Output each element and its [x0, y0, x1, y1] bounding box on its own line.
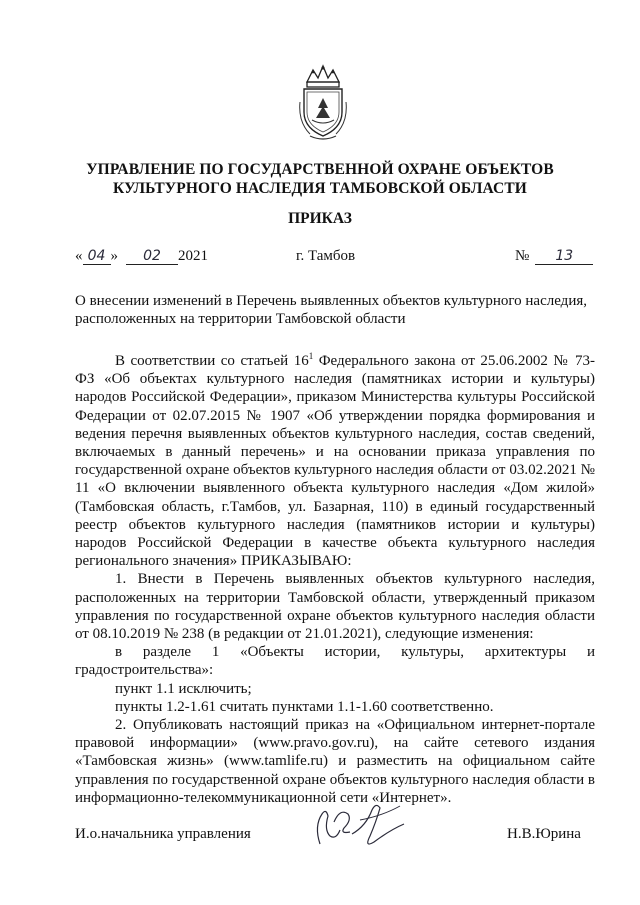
- subject-line-2: расположенных на территории Тамбовской области: [75, 311, 406, 327]
- order-date: [75, 248, 208, 265]
- organization-name: [60, 160, 580, 198]
- subject-line-1: О внесении изменений в Перечень выявленных объектов культурного наследия,: [75, 293, 587, 309]
- date-year: 2021: [178, 248, 208, 264]
- coat-of-arms-emblem: [298, 62, 348, 142]
- org-line-1: УПРАВЛЕНИЕ ПО ГОСУДАРСТВЕННОЙ ОХРАНЕ ОБЪЕКТОВ: [86, 161, 554, 178]
- number-value: 13: [535, 248, 593, 265]
- signatory-title: И.о.начальника управления: [75, 826, 251, 842]
- document-type: ПРИКАЗ: [288, 210, 352, 227]
- paragraph-item-2: 2. Опубликовать настоящий приказ на «Официальном интернет-портале правовой информации» (www.pravo.gov.ru), на сайте сетевого издания «Тамбовская жизнь» (www.tamlife.ru) и разместить на официальном сайте управления по государственной охране объектов культурного наследия области в информационно-телекоммуникационной сети «Интернет».: [75, 717, 595, 806]
- date-day: 04: [83, 248, 111, 265]
- paragraph-preamble: [75, 352, 595, 570]
- preamble-rest: Федерального закона от 25.06.2002 № 73-ФЗ «Об объектах культурного наследия (памятниках истории и культуры) народов Российской Федерации», приказом Министерства культуры Российской Федерации от 02.07.2015 № 1907 «Об утверждении порядка формирования и ведения перечня выявленных объектов культурного наследия, состав сведений, включаемых в данный перечень» и на основании приказа управления по государственной охране объектов культурного наследия области от 03.02.2021 № 11 «О включении выявленного объекта культурного наследия «Дом жилой» (Тамбовская область, г.Тамбов, ул. Базарная, 110) в единый государственный реестр объектов культурного наследия (памятников истории и культуры) народов Российской Федерации в качестве объекта культурного наследия регионального значения» ПРИКАЗЫВАЮ:: [75, 353, 595, 570]
- paragraph-item-1: 1. Внести в Перечень выявленных объектов культурного наследия, расположенных на территории Тамбовской области, утвержденный приказом управления по государственной охране объектов культурного наследия области от 08.10.2019 № 238 (в редакции от 21.01.2021), следующие изменения:: [75, 571, 595, 643]
- order-subject: [75, 292, 595, 328]
- signatory-name: Н.В.Юрина: [507, 826, 581, 842]
- paragraph-exclude: пункт 1.1 исключить;: [115, 680, 252, 697]
- date-quote-open: «: [75, 248, 83, 264]
- date-month: 02: [126, 248, 178, 265]
- number-label: №: [515, 248, 530, 264]
- preamble-start: В соответствии со статьей 16: [115, 353, 309, 369]
- order-body: [75, 352, 595, 807]
- date-quote-close: »: [110, 248, 118, 264]
- order-number: [515, 248, 593, 265]
- paragraph-section-ref: в разделе 1 «Объекты истории, культуры, архитектуры и градостроительства»:: [75, 644, 595, 679]
- article-superscript: 1: [308, 351, 314, 361]
- org-line-2: КУЛЬТУРНОГО НАСЛЕДИЯ ТАМБОВСКОЙ ОБЛАСТИ: [113, 180, 527, 197]
- order-city: г. Тамбов: [296, 248, 356, 264]
- paragraph-renumber: пункты 1.2-1.61 считать пунктами 1.1-1.60 соответственно.: [115, 698, 494, 715]
- handwritten-signature: [300, 796, 420, 852]
